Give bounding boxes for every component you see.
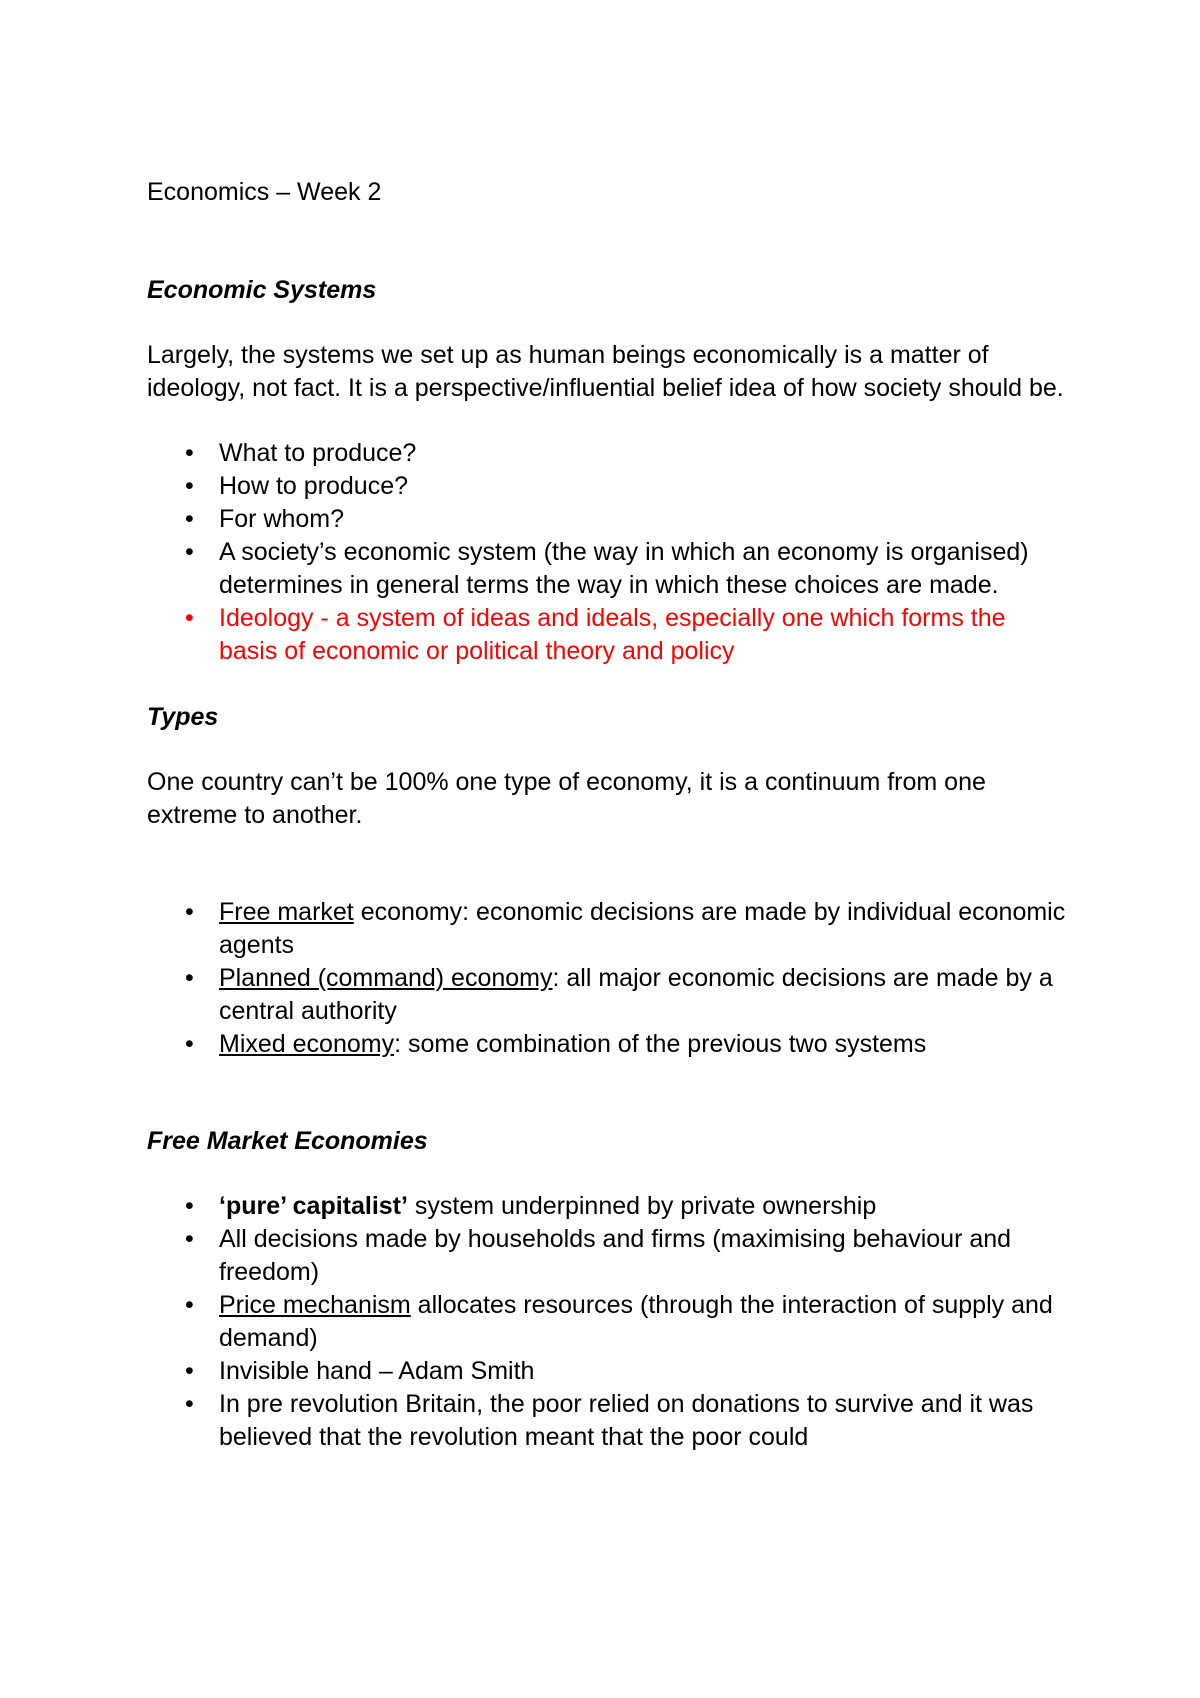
list-item [147, 1223, 1067, 1289]
list-item-text: Ideology - a system of ideas and ideals, especially one which forms the basis of economic or political theory and policy [219, 604, 1006, 665]
list-item [147, 962, 1067, 1028]
list-item-text: : all major economic decisions are made by a central authority [219, 964, 1053, 1025]
economic-systems-intro: Largely, the systems we set up as human beings economically is a matter of ideology, not fact. It is a perspective/influential belief idea of how society should be. [147, 341, 1064, 402]
bullet-icon: • [185, 505, 194, 533]
bullet-icon: • [185, 1390, 194, 1418]
term-mixed-economy: Mixed economy [219, 1030, 395, 1058]
bullet-icon: • [185, 472, 194, 500]
types-intro: One country can’t be 100% one type of economy, it is a continuum from one extreme to another. [147, 768, 986, 829]
list-item-text: allocates resources (through the interaction of supply and demand) [219, 1291, 1053, 1352]
term-pure-capitalist: ‘pure’ capitalist’ [219, 1192, 408, 1220]
section-heading-types: Types [147, 703, 219, 731]
bullet-icon: • [185, 898, 194, 926]
bullet-icon: • [185, 1225, 194, 1253]
document-title: Economics – Week 2 [147, 178, 382, 206]
bullet-icon: • [185, 1357, 194, 1385]
list-item-text: All decisions made by households and firms (maximising behaviour and freedom) [219, 1225, 1012, 1286]
list-item-text: How to produce? [219, 472, 409, 500]
list-item [147, 1355, 1067, 1388]
list-item [147, 470, 1067, 503]
list-item [147, 1190, 1067, 1223]
bullet-icon: • [185, 964, 194, 992]
term-free-market: Free market [219, 898, 354, 926]
list-item-text: In pre revolution Britain, the poor relied on donations to survive and it was believed that the revolution meant that the poor could [219, 1390, 1034, 1451]
bullet-icon: • [185, 538, 194, 566]
section-heading-free-market: Free Market Economies [147, 1127, 428, 1155]
bullet-icon: • [185, 439, 194, 467]
free-market-list [147, 1190, 1067, 1454]
term-planned-economy: Planned (command) economy [219, 964, 553, 992]
list-item [147, 536, 1067, 602]
bullet-icon: • [185, 1291, 194, 1319]
list-item [147, 896, 1067, 962]
list-item-text: For whom? [219, 505, 345, 533]
list-item-text: : some combination of the previous two systems [394, 1030, 927, 1058]
list-item [147, 1289, 1067, 1355]
list-item [147, 1388, 1067, 1454]
ideology-definition-item [147, 602, 1067, 668]
list-item [147, 1028, 1067, 1061]
economic-systems-list [147, 437, 1067, 668]
bullet-icon: • [185, 1192, 194, 1220]
section-heading-economic-systems: Economic Systems [147, 276, 377, 304]
bullet-icon: • [185, 1030, 194, 1058]
types-list [147, 896, 1067, 1061]
list-item-text: system underpinned by private ownership [407, 1192, 877, 1220]
term-price-mechanism: Price mechanism [219, 1291, 411, 1319]
list-item [147, 503, 1067, 536]
list-item-text: A society’s economic system (the way in which an economy is organised) determines in general terms the way in which these choices are made. [219, 538, 1029, 599]
list-item-text: economy: economic decisions are made by individual economic agents [219, 898, 1066, 959]
list-item-text: Invisible hand – Adam Smith [219, 1357, 535, 1385]
list-item-text: What to produce? [219, 439, 417, 467]
document-body [147, 176, 1067, 1454]
list-item [147, 437, 1067, 470]
bullet-icon: • [185, 604, 194, 632]
